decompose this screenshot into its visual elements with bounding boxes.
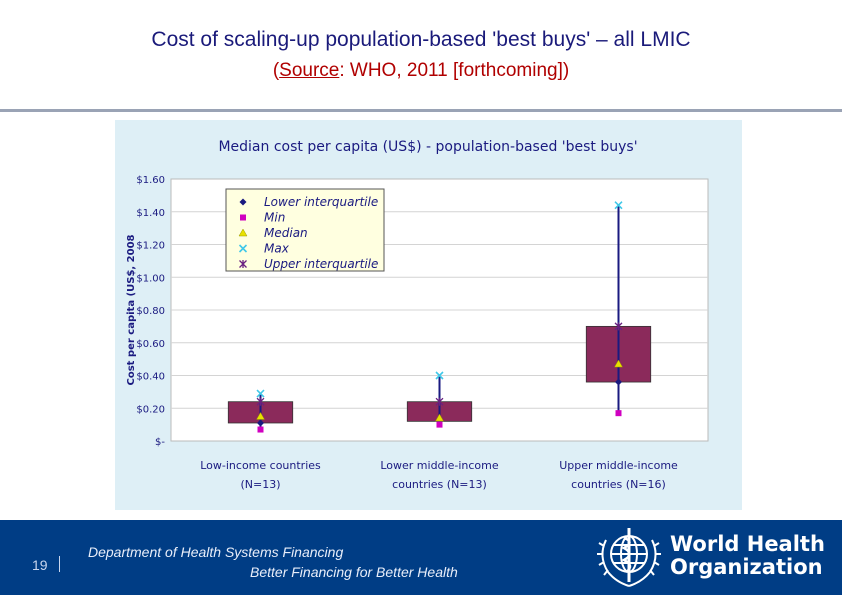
x-tick-label: Low-income countries bbox=[200, 459, 321, 472]
x-tick-label: (N=13) bbox=[240, 478, 281, 491]
y-tick-label: $1.00 bbox=[136, 273, 165, 285]
page-number-divider bbox=[59, 556, 60, 572]
department-name: Department of Health Systems Financing bbox=[88, 544, 344, 560]
y-axis-label: Cost per capita (US$, 2008 bbox=[126, 234, 137, 386]
subtitle-rest: : WHO, 2011 [forthcoming]) bbox=[339, 60, 570, 81]
x-tick-label: countries (N=16) bbox=[571, 478, 666, 491]
legend-label: Lower interquartile bbox=[264, 195, 379, 209]
subtitle-open: ( bbox=[272, 60, 280, 81]
slide-title: Cost of scaling-up population-based 'best buys' – all LMIC bbox=[151, 28, 691, 51]
slide-subtitle bbox=[0, 60, 842, 82]
title-divider bbox=[0, 109, 842, 112]
tagline: Better Financing for Better Health bbox=[250, 564, 458, 580]
x-tick-label: Lower middle-income bbox=[380, 459, 499, 472]
legend-label: Max bbox=[264, 241, 289, 256]
who-wordmark bbox=[670, 533, 825, 579]
y-tick-label: $1.20 bbox=[136, 240, 165, 252]
legend-label: Median bbox=[264, 226, 308, 240]
marker-min bbox=[258, 427, 264, 433]
legend-marker bbox=[240, 215, 246, 221]
org-line-2: Organization bbox=[670, 555, 823, 579]
legend-label: Min bbox=[264, 210, 286, 225]
y-tick-label: $- bbox=[155, 437, 165, 448]
y-tick-label: $0.60 bbox=[136, 338, 165, 350]
y-tick-label: $0.40 bbox=[136, 371, 165, 383]
marker-min bbox=[616, 410, 622, 416]
y-tick-label: $0.80 bbox=[136, 306, 165, 317]
who-emblem-icon bbox=[594, 524, 664, 590]
org-line-1: World Health bbox=[670, 532, 825, 556]
source-link[interactable]: Source bbox=[279, 60, 340, 81]
x-tick-label: Upper middle-income bbox=[559, 459, 678, 472]
page-number: 19 bbox=[32, 557, 48, 573]
y-tick-label: $0.20 bbox=[136, 404, 165, 416]
box-chart bbox=[115, 120, 742, 510]
marker-min bbox=[437, 422, 443, 428]
y-tick-label: $1.40 bbox=[136, 207, 165, 219]
y-tick-label: $1.60 bbox=[136, 175, 165, 186]
chart-panel bbox=[115, 120, 742, 510]
x-tick-label: countries (N=13) bbox=[392, 478, 487, 491]
chart-title: Median cost per capita (US$) - population-based 'best buys' bbox=[218, 139, 638, 155]
legend-label: Upper interquartile bbox=[264, 257, 379, 271]
